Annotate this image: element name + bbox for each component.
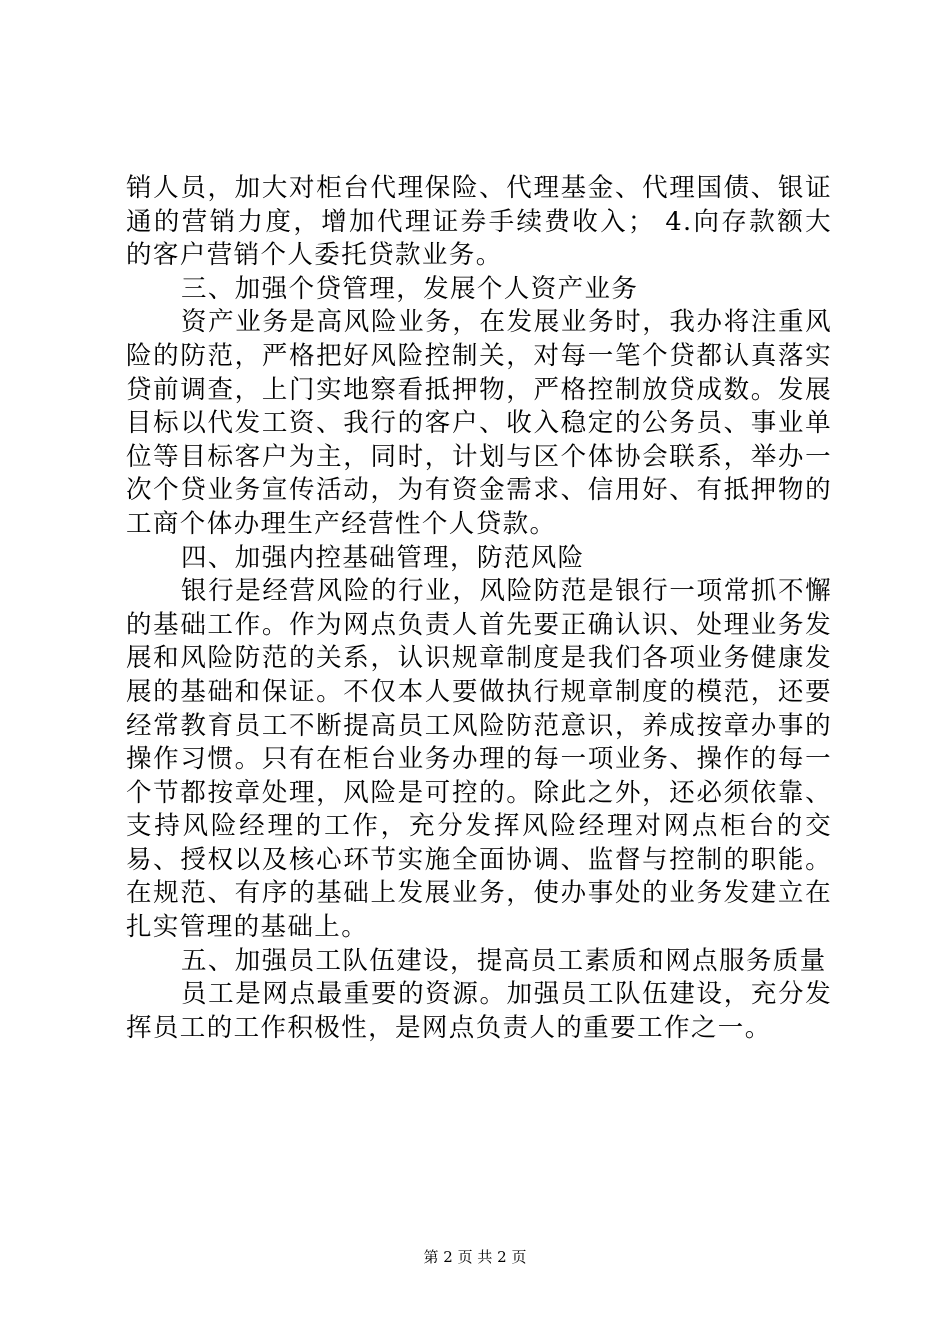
paragraph-staff: 员工是网点最重要的资源。加强员工队伍建设，充分发挥员工的工作积极性，是网点负责人的重要工作之一。 (126, 979, 832, 1043)
section-heading-5: 五、加强员工队伍建设，提高员工素质和网点服务质量 (181, 945, 827, 976)
paragraph-asset-business: 资产业务是高风险业务，在发展业务时，我办将注重风险的防范，严格把好风险控制关，对每一笔个贷都认真落实贷前调查，上门实地察看抵押物，严格控制放贷成数。发展目标以代发工资、我行的客户、收入稳定的公务员、事业单位等目标客户为主，同时，计划与区个体协会联系，举办一次个贷业务宣传活动，为有资金需求、信用好、有抵押物的工商个体办理生产经营性个人贷款。 (126, 307, 832, 539)
paragraph-continuation: 销人员，加大对柜台代理保险、代理基金、代理国债、银证通的营销力度，增加代理证券手续费收入； 4.向存款额大的客户营销个人委托贷款业务。 (126, 173, 832, 271)
section-heading-3: 三、加强个贷管理，发展个人资产业务 (181, 273, 639, 304)
section-heading-4: 四、加强内控基础管理，防范风险 (181, 542, 585, 573)
document-body (126, 172, 832, 1045)
page-number-footer: 第 2 页 共 2 页 (423, 1248, 527, 1266)
paragraph-risk-control: 银行是经营风险的行业，风险防范是银行一项常抓不懈的基础工作。作为网点负责人首先要正确认识、处理业务发展和风险防范的关系，认识规章制度是我们各项业务健康发展的基础和保证。不仅本人要做执行规章制度的模范，还要经常教育员工不断提高员工风险防范意识，养成按章办事的操作习惯。只有在柜台业务办理的每一项业务、操作的每一个节都按章处理，风险是可控的。除此之外，还必须依靠、支持风险经理的工作，充分发挥风险经理对网点柜台的交易、授权以及核心环节实施全面协调、监督与控制的职能。在规范、有序的基础上发展业务，使办事处的业务发建立在扎实管理的基础上。 (126, 576, 832, 943)
